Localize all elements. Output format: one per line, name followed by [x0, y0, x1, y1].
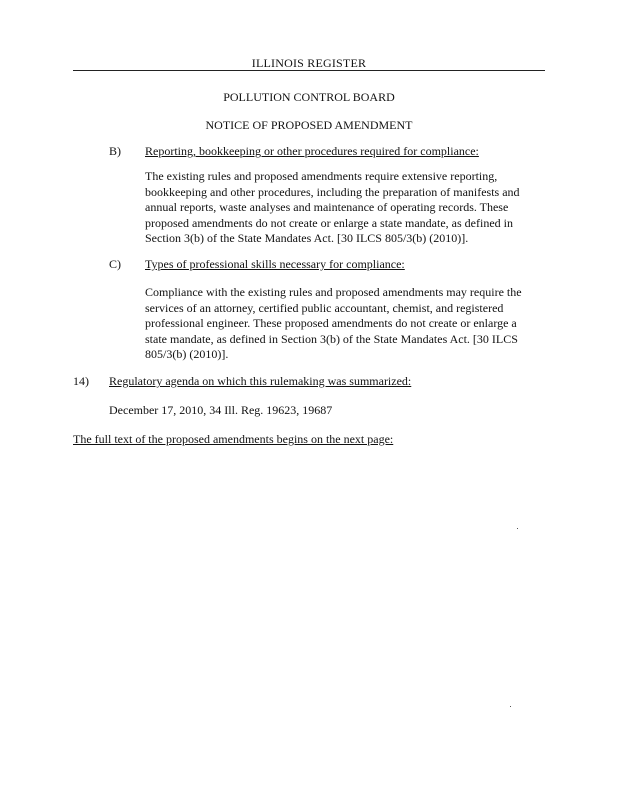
section-14-marker: 14)	[73, 374, 89, 388]
section-c-heading: Types of professional skills necessary for compliance:	[145, 257, 405, 271]
agency-name: POLLUTION CONTROL BOARD	[223, 90, 395, 104]
register-citation: December 17, 2010, 34 Ill. Reg. 19623, 19687	[109, 403, 333, 417]
section-c-paragraph	[145, 285, 522, 363]
paragraph-line: professional engineer. These proposed amendments do not create or enlarge a	[145, 316, 517, 331]
paragraph-line: Section 3(b) of the State Mandates Act. [30 ILCS 805/3(b) (2010)].	[145, 231, 469, 246]
paragraph-line: The existing rules and proposed amendments require extensive reporting,	[145, 169, 498, 183]
paragraph-line: services of an attorney, certified public accountant, chemist, and registered	[145, 300, 504, 315]
paragraph-line: annual reports, waste analyses and maintenance of operating records. These	[145, 200, 509, 215]
register-title: ILLINOIS REGISTER	[251, 56, 367, 70]
section-14-heading: Regulatory agenda on which this rulemaking was summarized:	[109, 374, 412, 388]
full-text-note: The full text of the proposed amendments begins on the next page:	[73, 432, 394, 446]
section-b-paragraph	[145, 169, 520, 247]
paragraph-line: proposed amendments do not create or enlarge a state mandate, as defined in	[145, 215, 513, 230]
scan-speck	[517, 528, 518, 529]
header-rule	[73, 70, 545, 71]
section-c-marker: C)	[109, 257, 121, 271]
scan-speck	[510, 706, 511, 707]
notice-title: NOTICE OF PROPOSED AMENDMENT	[205, 118, 413, 132]
section-b-heading: Reporting, bookkeeping or other procedures required for compliance:	[145, 144, 479, 158]
paragraph-line: state mandate, as defined in Section 3(b) of the State Mandates Act. [30 ILCS	[145, 331, 518, 346]
paragraph-line: Compliance with the existing rules and proposed amendments may require the	[145, 285, 522, 299]
paragraph-line: bookkeeping and other procedures, including the preparation of manifests and	[145, 184, 520, 199]
section-b-marker: B)	[109, 144, 121, 158]
paragraph-line: 805/3(b) (2010)].	[145, 347, 229, 362]
